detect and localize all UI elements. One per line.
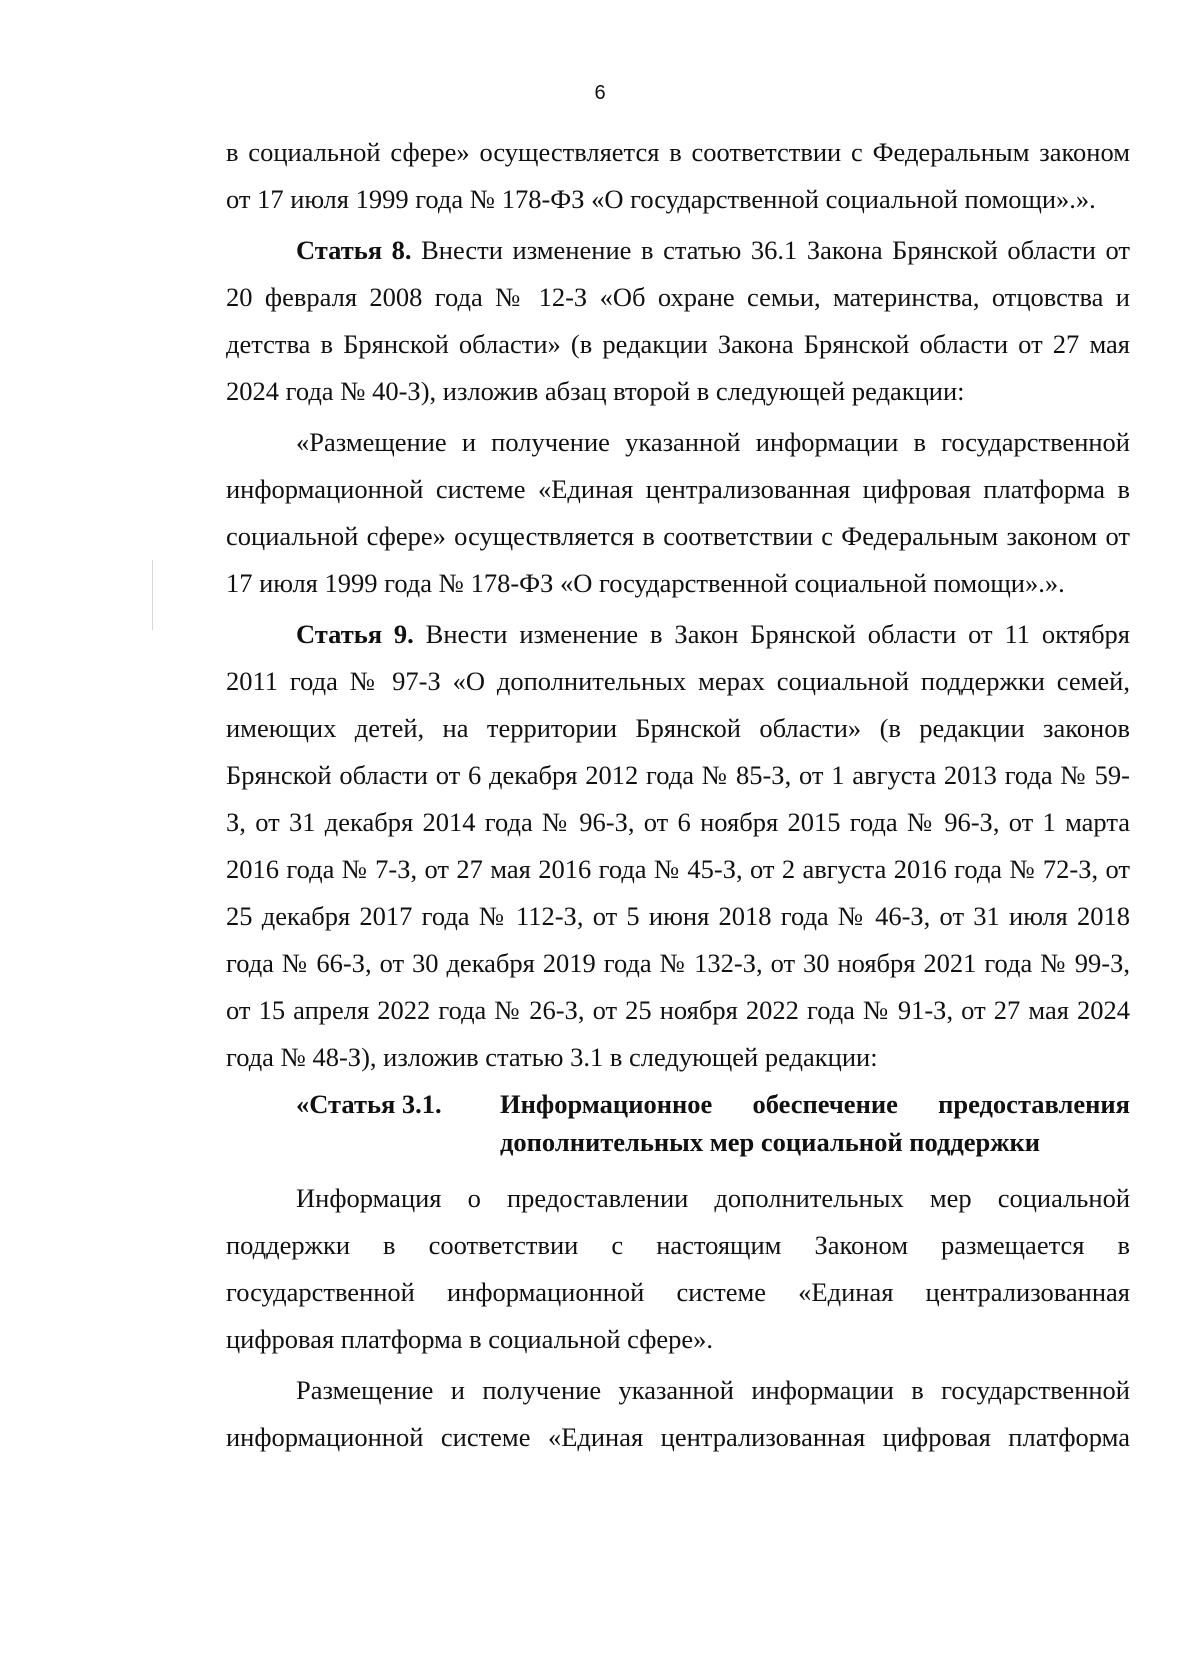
document-body [226,129,1130,1465]
article-8-label: Статья 8. [296,235,412,265]
article-9-text: Внести изменение в Закон Брянской области от 11 октября 2011 года № 97-З «О дополнительных мерах социальной поддержки семей, имеющих детей, на территории Брянской области» (в редакции законов Брянской области от 6 декабря 2012 года № 85-З, от 1 августа 2013 года № 59-З, от 31 декабря 2014 года № 96-З, от 6 ноября 2015 года № 96-З, от 1 марта 2016 года № 7-З, от 27 мая 2016 года № 45-З, от 2 августа 2016 года № 72-З, от 25 декабря 2017 года № 112-З, от 5 июня 2018 года № 46-З, от 31 июля 2018 года № 66-З, от 30 декабря 2019 года № 132-З, от 30 ноября 2021 года № 99-З, от 15 апреля 2022 года № 26-З, от 25 ноября 2022 года № 91-З, от 27 мая 2024 года № 48-З), изложив статью 3.1 в следующей редакции: [226,619,1130,1072]
article-9-paragraph [226,611,1130,1081]
article-9-label: Статья 9. [296,619,414,649]
article-3-1-paragraph-1: Информация о предоставлении дополнительных мер социальной поддержки в соответствии с настоящим Законом размещается в государственной информационной системе «Единая централизованная цифровая платформа в социальной сфере». [226,1183,1130,1354]
article-3-1-paragraph-2: Размещение и получение указанной информации в государственной информационной системе «Единая централизованная цифровая платформа [226,1375,1130,1452]
page-number: 6 [594,82,606,104]
paragraph-continuation: в социальной сфере» осуществляется в соответствии с Федеральным законом от 17 июля 1999 года № 178-ФЗ «О государственной социальной помощи».». [226,137,1130,214]
article-8-quoted-text: «Размещение и получение указанной информации в государственной информационной системе «Единая централизованная цифровая платформа в социальной сфере» осуществляется в соответствии с Федеральным законом от 17 июля 1999 года № 178-ФЗ «О государственной социальной помощи».». [226,427,1130,598]
article-3-1-title: Информационное обеспечение предоставления дополнительных мер социальной поддержки [500,1089,1130,1157]
article-3-1-heading [226,1085,1130,1161]
article-8-paragraph [226,227,1130,415]
article-8-text: Внести изменение в статью 36.1 Закона Брянской области от 20 февраля 2008 года № 12-З «Об охране семьи, материнства, отцовства и детства в Брянской области» (в редакции Закона Брянской области от 27 мая 2024 года № 40-З), изложив абзац второй в следующей редакции: [226,235,1130,406]
article-3-1-number: «Статья 3.1. [296,1089,442,1119]
scan-artifact-line [152,560,153,630]
